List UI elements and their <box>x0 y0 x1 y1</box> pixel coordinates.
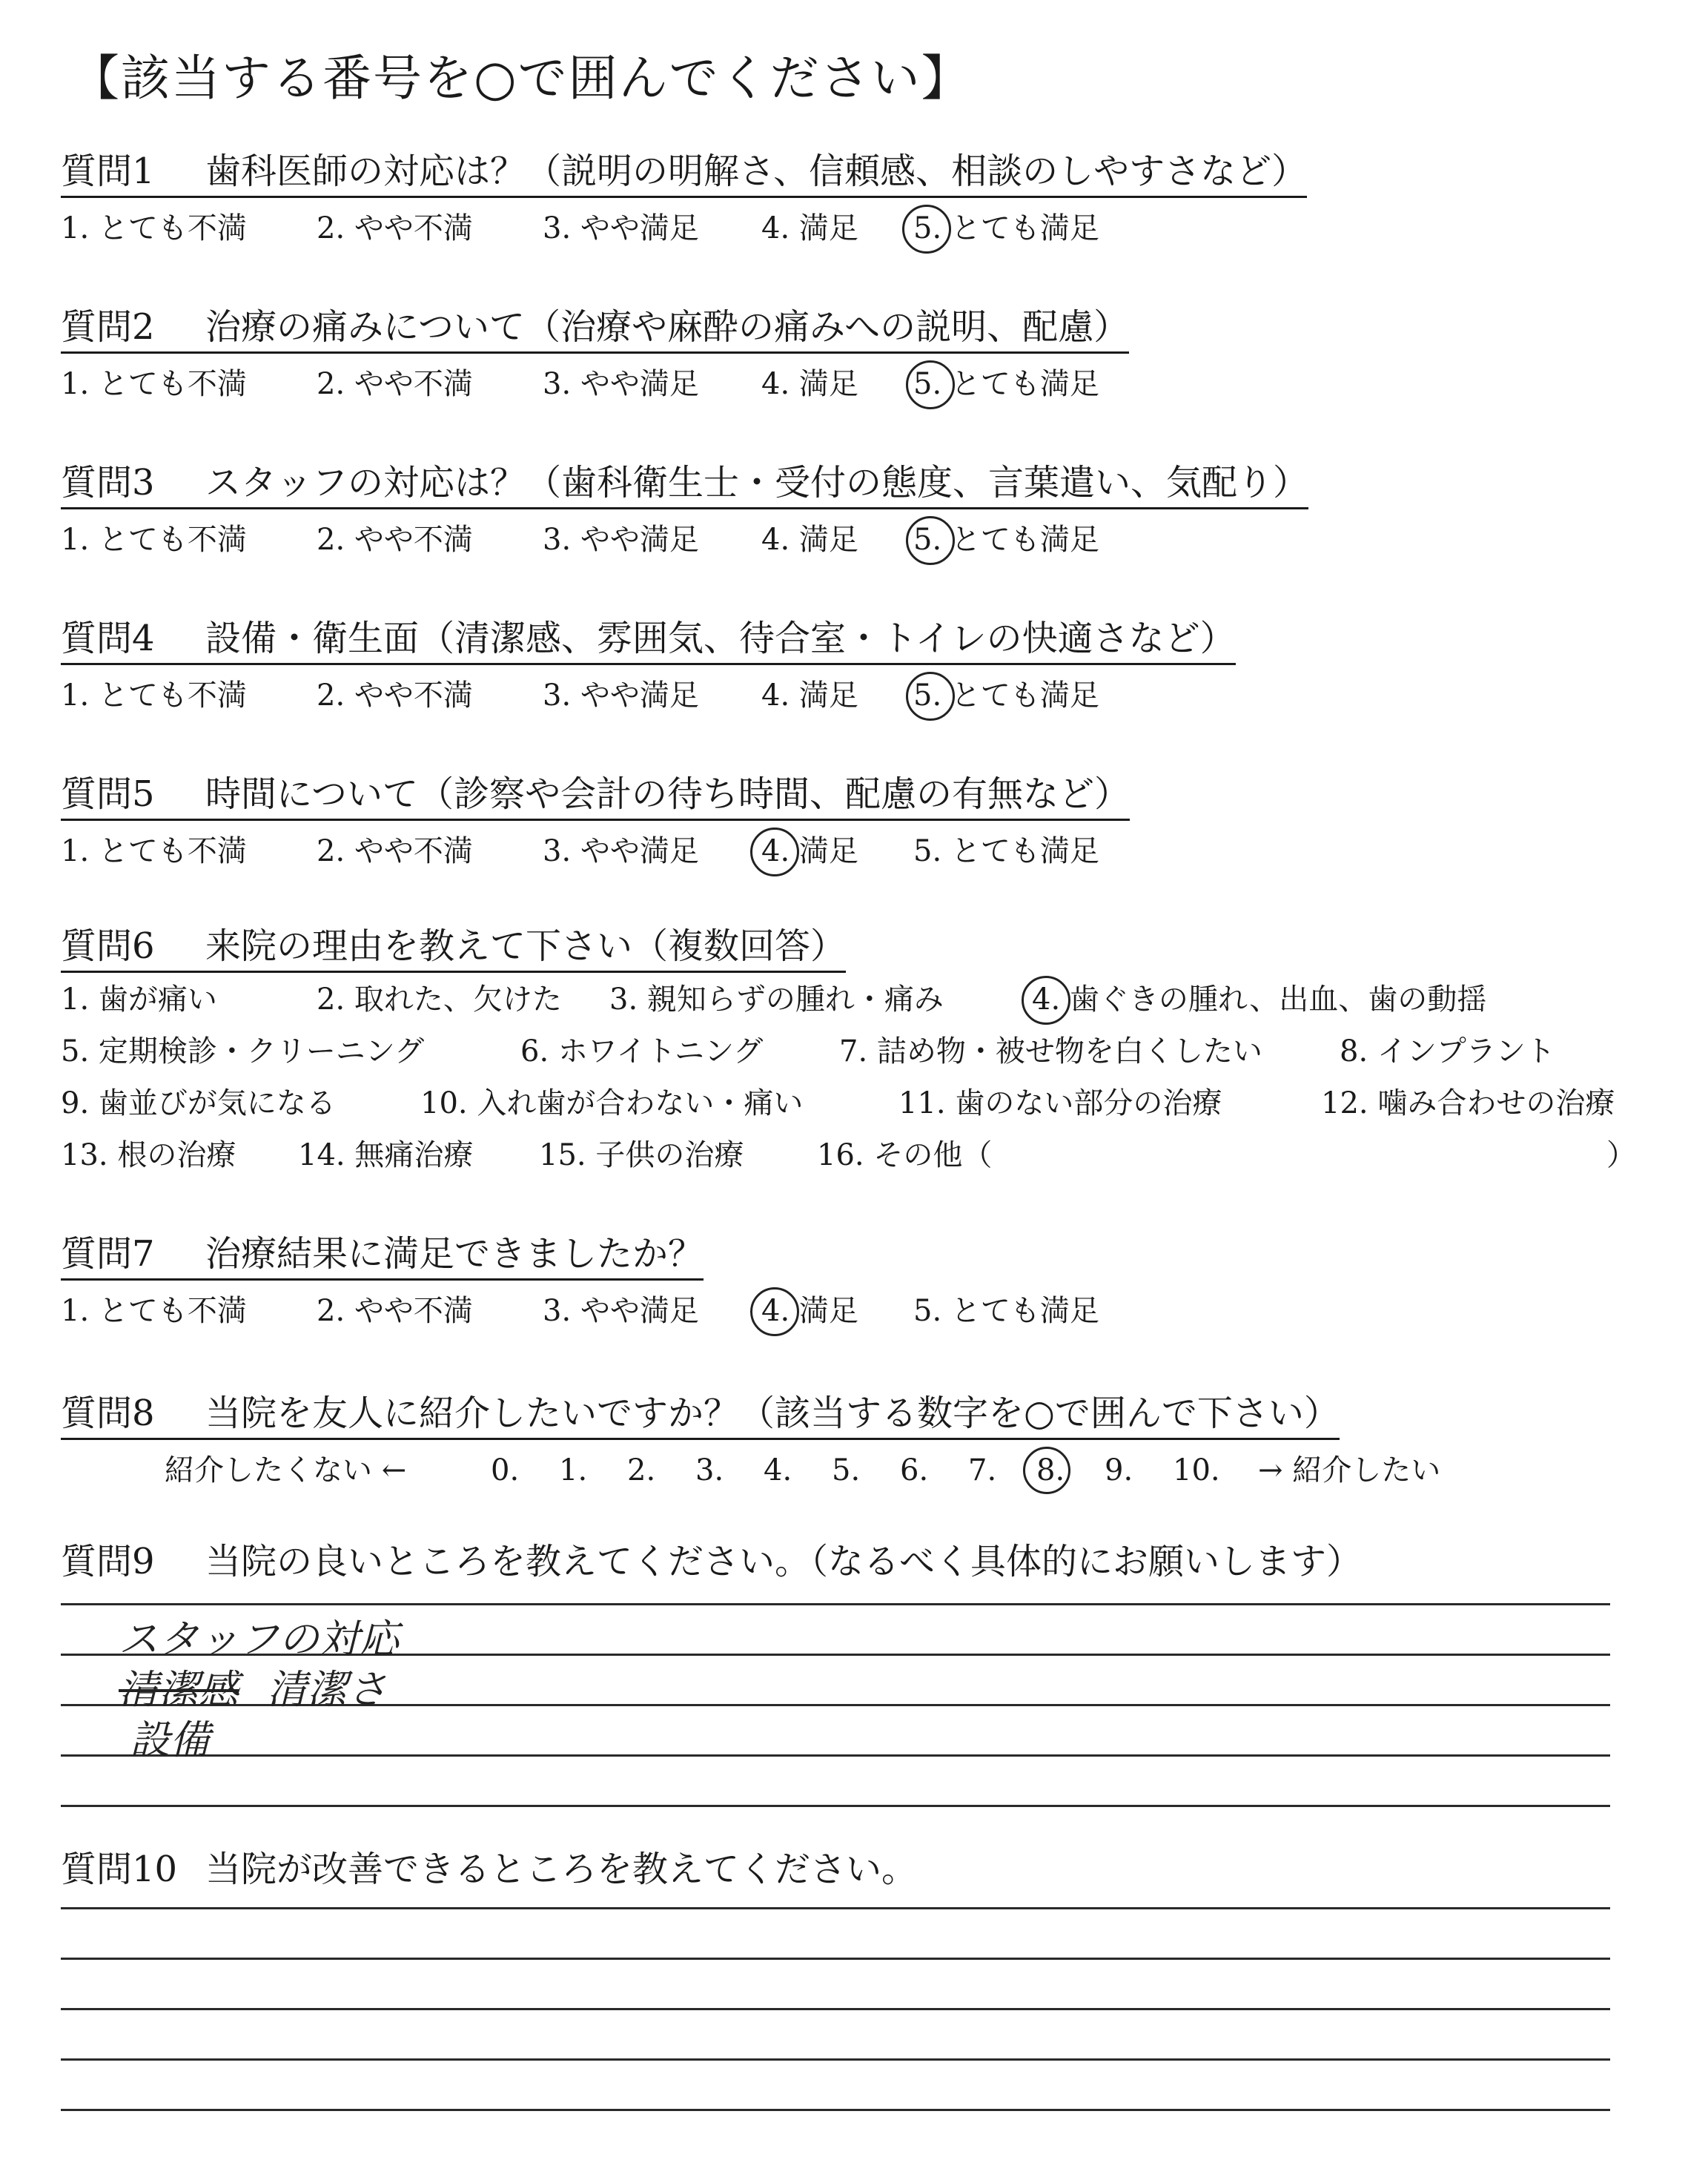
q6-option[interactable]: 8. インプラント <box>1340 1034 1555 1069</box>
q6-option[interactable]: 12. 噛み合わせの治療 <box>1321 1086 1615 1120</box>
scale-number[interactable]: 4. <box>764 1453 792 1487</box>
selected-circle-mark <box>906 360 955 409</box>
option-2[interactable]: 2. やや不満 <box>317 678 473 713</box>
question-2 <box>61 304 1129 354</box>
answer-line <box>61 2058 1610 2061</box>
question-text: 当院の良いところを教えてください。（なるべく具体的にお願いします） <box>205 1541 1363 1582</box>
answer-line <box>61 2008 1610 2010</box>
option-5[interactable]: 5. とても満足 <box>913 523 1099 557</box>
question-7 <box>61 1231 704 1281</box>
option-3[interactable]: 3. やや満足 <box>543 367 699 401</box>
question-text: 当院を友人に紹介したいですか？（該当する数字を○で囲んで下さい） <box>205 1393 1340 1434</box>
question-6 <box>61 923 846 973</box>
question-text: スタッフの対応は？（歯科衛生士・受付の態度、言葉遣い、気配り） <box>205 462 1309 503</box>
option-5[interactable]: 5. とても満足 <box>913 678 1099 713</box>
answer-line <box>61 2109 1610 2111</box>
option-2[interactable]: 2. やや不満 <box>317 367 473 401</box>
option-4[interactable]: 4. 満足 <box>761 678 858 713</box>
scale-number[interactable]: 9. <box>1105 1453 1133 1487</box>
scale-left-label: 紹介したくない ← <box>165 1453 407 1487</box>
option-4[interactable]: 4. 満足 <box>761 211 858 245</box>
option-2[interactable]: 2. やや不満 <box>317 211 473 245</box>
q6-option[interactable]: 9. 歯並びが気になる <box>61 1086 336 1120</box>
scale-number[interactable]: 0. <box>491 1453 520 1487</box>
q6-option[interactable]: 4. 歯ぐきの腫れ、出血、歯の動揺 <box>1032 982 1487 1017</box>
option-5[interactable]: 5. とても満足 <box>913 1294 1099 1328</box>
option-4[interactable]: 4. 満足 <box>761 367 858 401</box>
q6-other-close-paren: ） <box>1606 1138 1636 1172</box>
question-text: 設備・衛生面（清潔感、雰囲気、待合室・トイレの快適さなど） <box>205 618 1236 659</box>
question-text: 歯科医師の対応は？（説明の明解さ、信頼感、相談のしやすさなど） <box>205 151 1308 192</box>
question-number: 質問9 <box>61 1541 155 1582</box>
scale-number[interactable]: 5. <box>832 1453 861 1487</box>
answer-line <box>61 1958 1610 1960</box>
selected-circle-mark <box>906 516 955 565</box>
selected-circle-mark <box>906 672 955 721</box>
handwritten-struck-text: 清潔感 <box>119 1666 239 1713</box>
q6-option[interactable]: 15. 子供の治療 <box>539 1138 744 1172</box>
question-text: 治療結果に満足できましたか？ <box>205 1233 704 1275</box>
q6-option[interactable]: 1. 歯が痛い <box>61 982 217 1017</box>
q6-option[interactable]: 5. 定期検診・クリーニング <box>61 1034 425 1069</box>
option-5[interactable]: 5. とても満足 <box>913 211 1099 245</box>
answer-line <box>61 1603 1610 1605</box>
option-3[interactable]: 3. やや満足 <box>543 1294 699 1328</box>
q6-option[interactable]: 10. 入れ歯が合わない・痛い <box>420 1086 804 1120</box>
document-title: 【該当する番号を○で囲んでください】 <box>70 50 972 107</box>
question-4 <box>61 615 1236 665</box>
selected-circle-mark <box>902 205 951 254</box>
answer-line <box>61 1805 1610 1807</box>
option-3[interactable]: 3. やや満足 <box>543 678 699 713</box>
selected-circle-mark <box>1023 1447 1070 1494</box>
option-3[interactable]: 3. やや満足 <box>543 211 699 245</box>
q6-option-other[interactable]: 16. その他（ <box>817 1138 993 1172</box>
scale-number[interactable]: 6. <box>900 1453 929 1487</box>
option-1[interactable]: 1. とても不満 <box>61 834 247 868</box>
selected-circle-mark <box>750 1287 799 1336</box>
question-number: 質問4 <box>61 618 155 659</box>
option-4[interactable]: 4. 満足 <box>761 1294 858 1328</box>
handwritten-answer-line-1: スタッフの対応 <box>119 1616 399 1662</box>
selected-circle-mark <box>1022 976 1070 1025</box>
q6-option[interactable]: 14. 無痛治療 <box>298 1138 474 1172</box>
option-1[interactable]: 1. とても不満 <box>61 211 247 245</box>
q6-option[interactable]: 2. 取れた、欠けた <box>317 982 562 1017</box>
question-9 <box>61 1539 1362 1585</box>
option-1[interactable]: 1. とても不満 <box>61 1294 247 1328</box>
handwritten-answer-line-3: 設備 <box>130 1717 210 1763</box>
option-1[interactable]: 1. とても不満 <box>61 523 247 557</box>
option-1[interactable]: 1. とても不満 <box>61 678 247 713</box>
selected-circle-mark <box>750 828 799 876</box>
question-5 <box>61 771 1130 821</box>
question-number: 質問8 <box>61 1393 155 1434</box>
q6-option[interactable]: 6. ホワイトニング <box>520 1034 764 1069</box>
scale-number[interactable]: 7. <box>968 1453 997 1487</box>
option-5[interactable]: 5. とても満足 <box>913 367 1099 401</box>
scale-right-label: → 紹介したい <box>1258 1453 1441 1487</box>
answer-line <box>61 1907 1610 1909</box>
option-2[interactable]: 2. やや不満 <box>317 523 473 557</box>
question-text: 時間について（診察や会計の待ち時間、配慮の有無など） <box>205 773 1131 815</box>
answer-line <box>61 1754 1610 1757</box>
question-3 <box>61 460 1308 509</box>
option-2[interactable]: 2. やや不満 <box>317 1294 473 1328</box>
question-text: 来院の理由を教えて下さい（複数回答） <box>205 925 847 967</box>
handwritten-answer-line-2: 清潔さ <box>267 1666 387 1713</box>
option-5[interactable]: 5. とても満足 <box>913 834 1099 868</box>
question-number: 質問1 <box>61 151 155 192</box>
question-number: 質問5 <box>61 773 155 815</box>
q6-option[interactable]: 3. 親知らずの腫れ・痛み <box>609 982 944 1017</box>
question-10 <box>61 1846 917 1892</box>
question-1 <box>61 148 1307 198</box>
q6-option[interactable]: 11. 歯のない部分の治療 <box>898 1086 1222 1120</box>
question-number: 質問3 <box>61 462 155 503</box>
scale-number[interactable]: 10. <box>1173 1453 1220 1487</box>
option-1[interactable]: 1. とても不満 <box>61 367 247 401</box>
scale-number[interactable]: 1. <box>559 1453 588 1487</box>
scale-number[interactable]: 3. <box>695 1453 724 1487</box>
option-3[interactable]: 3. やや満足 <box>543 523 699 557</box>
q6-option[interactable]: 7. 詰め物・被せ物を白くしたい <box>839 1034 1262 1069</box>
question-8 <box>61 1390 1340 1440</box>
question-text: 治療の痛みについて（治療や麻酔の痛みへの説明、配慮） <box>205 306 1130 348</box>
option-4[interactable]: 4. 満足 <box>761 523 858 557</box>
q6-option[interactable]: 13. 根の治療 <box>61 1138 236 1172</box>
scale-number[interactable]: 8. <box>1036 1453 1065 1487</box>
question-number: 質問7 <box>61 1233 155 1275</box>
option-2[interactable]: 2. やや不満 <box>317 834 473 868</box>
scale-number[interactable]: 2. <box>627 1453 656 1487</box>
question-number: 質問2 <box>61 306 155 348</box>
question-number: 質問10 <box>61 1849 178 1890</box>
question-number: 質問6 <box>61 925 155 967</box>
question-text: 当院が改善できるところを教えてください。 <box>205 1849 918 1890</box>
option-3[interactable]: 3. やや満足 <box>543 834 699 868</box>
option-4[interactable]: 4. 満足 <box>761 834 858 868</box>
